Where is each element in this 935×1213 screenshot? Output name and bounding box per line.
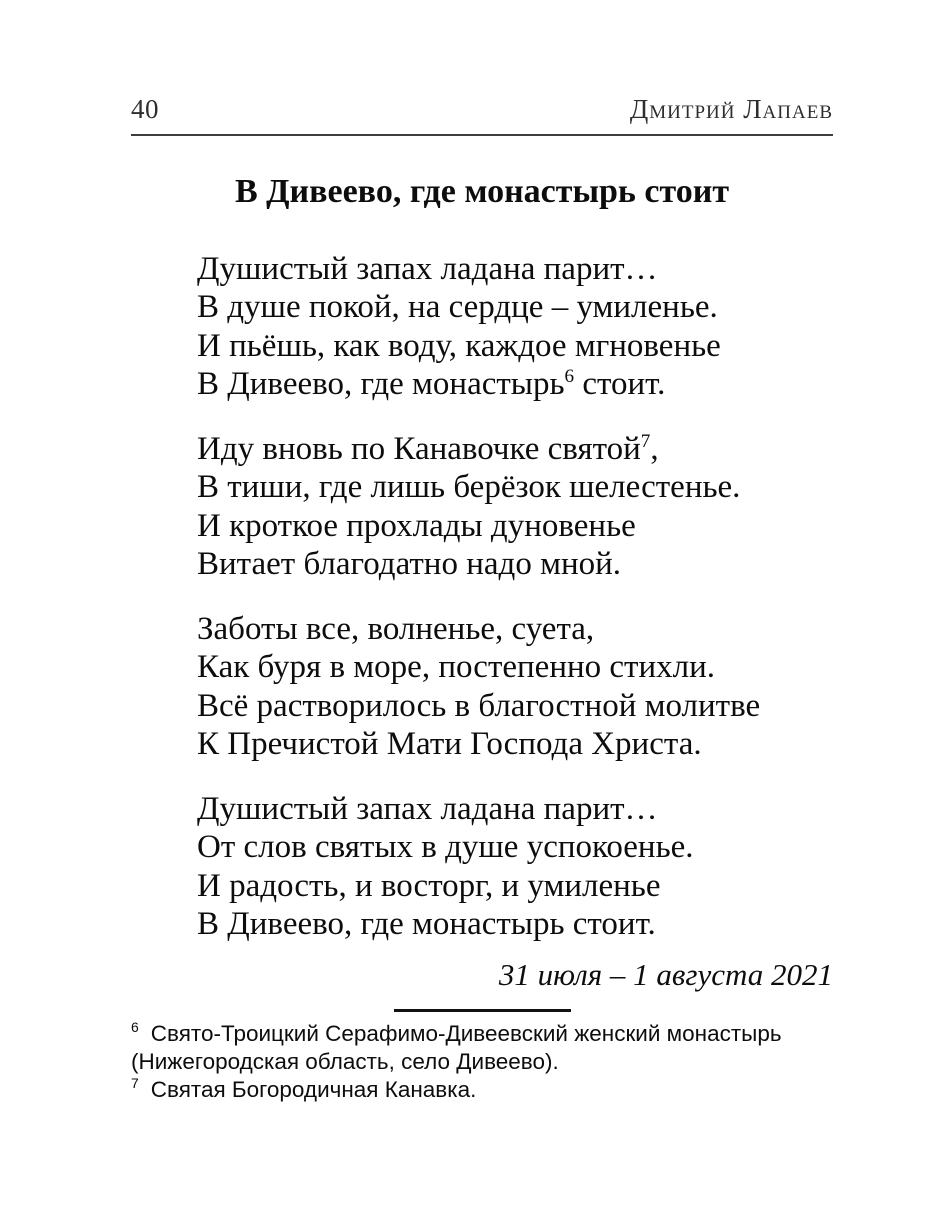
- poem-title: В Дивеево, где монастырь стоит: [234, 173, 730, 210]
- poem-line: Заботы все, волненье, суета,: [197, 610, 595, 647]
- footnote-text: Свято-Троицкий Серафимо-Дивеевский женский монастырь (Нижегородская область, село Дивеево).: [131, 1020, 782, 1074]
- poem-line: Всё растворилось в благостной молитве: [197, 687, 761, 724]
- footnote-ref-7: 7: [640, 430, 651, 452]
- poem-line: В душе покой, на сердце – умиленье.: [197, 289, 718, 326]
- poem-line: В Дивеево, где монастырь$^6$ стоит.: [197, 366, 666, 403]
- stanza-1: [197, 250, 833, 404]
- poem-line: В Дивеево, где монастырь стоит.: [197, 906, 656, 943]
- footnote-text: Святая Богородичная Канавка.: [150, 1076, 477, 1102]
- page-number: 40: [131, 94, 159, 124]
- poem-line: И кроткое прохлады дуновенье: [197, 507, 636, 544]
- poem-line: Иду вновь по Канавочке святой$^7$,: [197, 430, 659, 467]
- footnote-marker-6: 6: [131, 1019, 139, 1036]
- poem-line: Как буря в море, постепенно стихли.: [197, 649, 716, 686]
- footnote-marker-7: 7: [131, 1075, 139, 1092]
- poem-body: [131, 250, 833, 944]
- poem-line: Душистый запах ладана парит…: [197, 250, 658, 287]
- poem-line: И радость, и восторг, и умиленье: [197, 867, 661, 904]
- stanza-3: [197, 610, 833, 764]
- poem-line: От слов святых в душе успокоенье.: [197, 829, 694, 866]
- stanza-4: [197, 790, 833, 944]
- poem-line: К Пречистой Мати Господа Христа.: [197, 726, 702, 763]
- poem-line: Душистый запах ладана парит…: [197, 790, 658, 827]
- footnotes: [131, 1020, 833, 1104]
- poem-date: 31 июля – 1 августа 2021: [498, 956, 833, 992]
- poem-line: Витает благодатно надо мной.: [197, 546, 622, 583]
- stanza-2: [197, 430, 833, 584]
- poem-line: В тиши, где лишь берёзок шелестенье.: [197, 469, 741, 506]
- poem-line: И пьёшь, как воду, каждое мгновенье: [197, 327, 721, 364]
- footnote-6: [131, 1020, 833, 1076]
- footnote-separator: [394, 1009, 571, 1012]
- footnote-7: [131, 1076, 833, 1104]
- footnote-ref-6: 6: [564, 366, 575, 388]
- author-name: Дмитрий Лапаев: [629, 94, 833, 124]
- running-header: [131, 0, 833, 136]
